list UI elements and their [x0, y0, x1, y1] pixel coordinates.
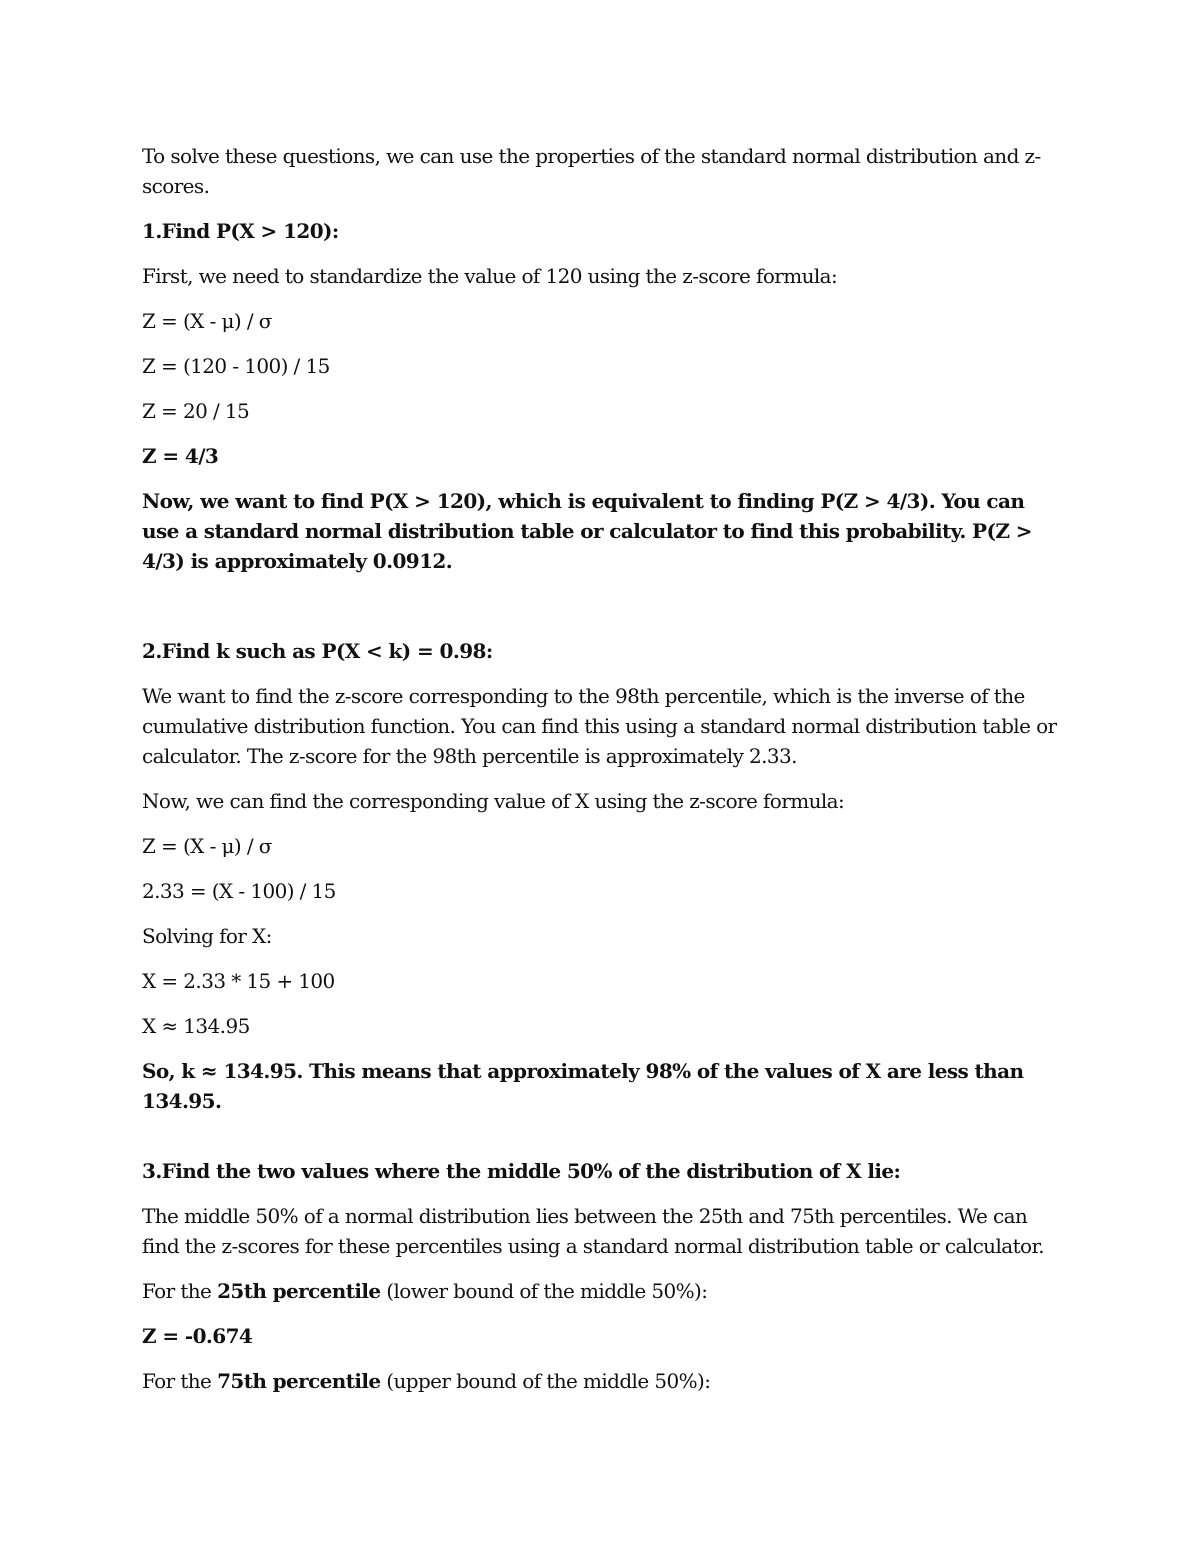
- q2-solving-label: Solving for X:: [142, 924, 272, 948]
- q3-p75-prefix: For the: [142, 1369, 218, 1393]
- q3-p25-suffix: (lower bound of the middle 50%):: [380, 1279, 708, 1303]
- q3-z25: Z = -0.674: [142, 1324, 253, 1348]
- q3-p25-prefix: For the: [142, 1279, 218, 1303]
- q2-equation-4: X ≈ 134.95: [142, 1014, 250, 1038]
- intro-paragraph: To solve these questions, we can use the properties of the standard normal distribution and z-scores.: [142, 144, 1041, 198]
- spacer: [142, 1131, 1062, 1156]
- q2-text-2: Now, we can find the corresponding value of X using the z-score formula:: [142, 789, 845, 813]
- q3-text: The middle 50% of a normal distribution lies between the 25th and 75th percentiles. We can find the z-scores for these percentiles using a standard normal distribution table or calculator.: [142, 1204, 1044, 1258]
- q2-equation-1: Z = (X - μ) / σ: [142, 834, 272, 858]
- q1-equation-2: Z = (120 - 100) / 15: [142, 354, 330, 378]
- q3-p25-bold: 25th percentile: [217, 1279, 381, 1303]
- q2-conclusion: So, k ≈ 134.95. This means that approximately 98% of the values of X are less than 134.95.: [142, 1059, 1024, 1113]
- q1-equation-4: Z = 4/3: [142, 444, 219, 468]
- q2-equation-3: X = 2.33 * 15 + 100: [142, 969, 335, 993]
- spacer: [142, 591, 1062, 636]
- q3-p75-line: [142, 1366, 1062, 1396]
- q1-conclusion: Now, we want to find P(X > 120), which is equivalent to finding P(Z > 4/3). You can use a standard normal distribution table or calculator to find this probability. P(Z > 4/3) is approximately 0.0912.: [142, 489, 1032, 573]
- q2-text-1: We want to find the z-score corresponding to the 98th percentile, which is the inverse of the cumulative distribution function. You can find this using a standard normal distribution table or calculator. The z-score for the 98th percentile is approximately 2.33.: [142, 684, 1057, 768]
- q1-equation-3: Z = 20 / 15: [142, 399, 250, 423]
- q2-equation-2: 2.33 = (X - 100) / 15: [142, 879, 336, 903]
- document-body: [142, 141, 1062, 1411]
- q3-p25-line: [142, 1276, 1062, 1306]
- q3-p75-suffix: (upper bound of the middle 50%):: [380, 1369, 711, 1393]
- q2-heading: 2.Find k such as P(X < k) = 0.98:: [142, 639, 493, 663]
- q1-equation-1: Z = (X - μ) / σ: [142, 309, 272, 333]
- q1-text: First, we need to standardize the value of 120 using the z-score formula:: [142, 264, 838, 288]
- q3-heading: 3.Find the two values where the middle 50% of the distribution of X lie:: [142, 1159, 901, 1183]
- q3-p75-bold: 75th percentile: [217, 1369, 381, 1393]
- q1-heading: 1.Find P(X > 120):: [142, 219, 339, 243]
